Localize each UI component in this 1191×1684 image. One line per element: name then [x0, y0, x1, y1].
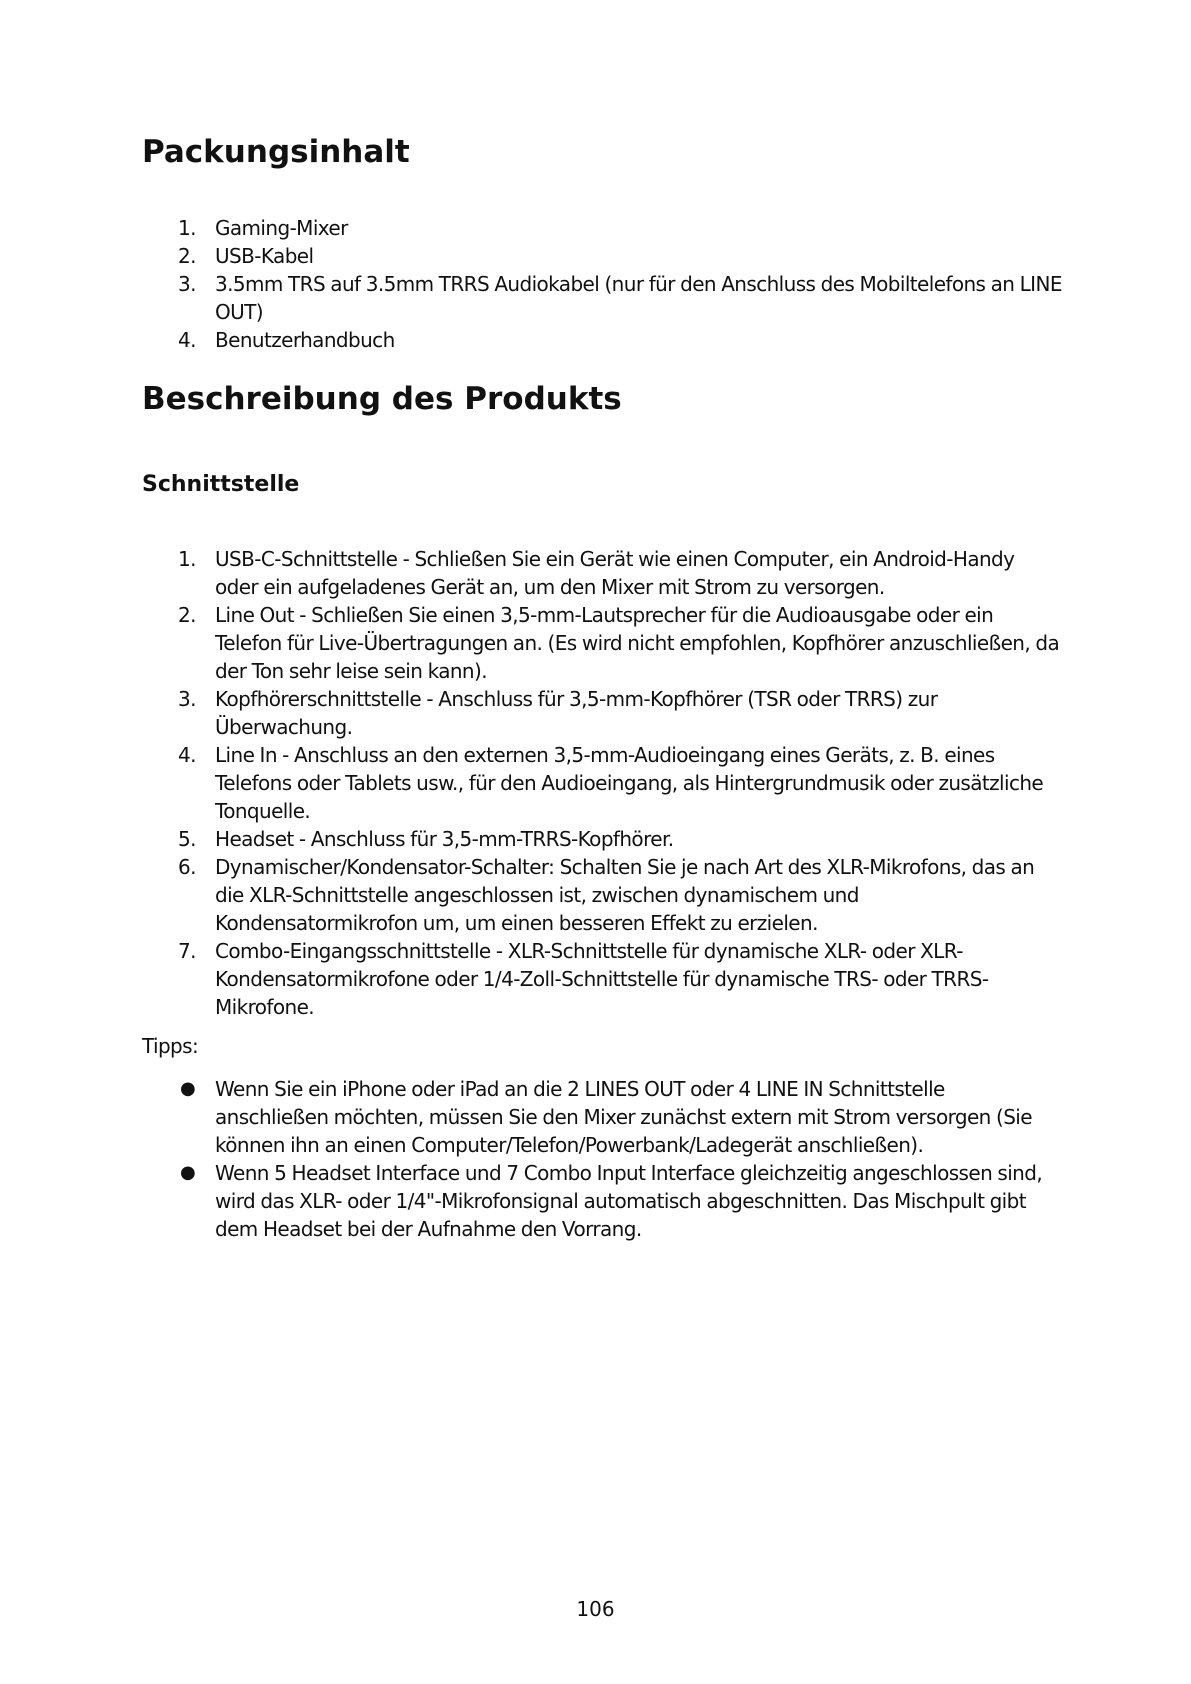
list-item — [142, 741, 1062, 825]
list-item-number: 1. — [178, 216, 196, 240]
bullet-icon: ● — [180, 1078, 196, 1099]
heading-interface: Schnittstelle — [142, 472, 300, 497]
list-item-text: Wenn 5 Headset Interface und 7 Combo Input Interface gleichzeitig angeschlossen sind, wird das XLR- oder 1/4"-Mikrofonsignal automatisch abgeschnitten. Das Mischpult gibt dem Headset bei der Aufnahme den Vorrang. — [215, 1161, 1043, 1241]
list-item-number: 2. — [178, 603, 196, 627]
list-item-number: 5. — [178, 827, 196, 851]
bullet-icon: ● — [180, 1162, 196, 1183]
list-item-text: Combo-Eingangsschnittstelle - XLR-Schnittstelle für dynamische XLR- oder XLR-Kondensatormikrofone oder 1/4-Zoll-Schnittstelle für dynamische TRS- oder TRRS-Mikrofone. — [215, 939, 989, 1019]
list-item-text: Gaming-Mixer — [215, 216, 348, 240]
list-item-number: 4. — [178, 328, 196, 352]
list-item — [142, 825, 1062, 853]
list-item — [142, 1075, 1062, 1159]
list-item-text: 3.5mm TRS auf 3.5mm TRRS Audiokabel (nur für den Anschluss des Mobiltelefons an LINE OUT) — [215, 272, 1062, 324]
tips-list — [142, 1075, 1062, 1243]
list-item — [142, 545, 1062, 601]
list-item — [142, 242, 1062, 270]
list-item — [142, 937, 1062, 1021]
list-item-number: 6. — [178, 855, 196, 879]
list-item-number: 7. — [178, 939, 196, 963]
list-item-number: 2. — [178, 244, 196, 268]
list-item — [142, 214, 1062, 242]
list-item-text: Benutzerhandbuch — [215, 328, 395, 352]
list-item-text: Headset - Anschluss für 3,5-mm-TRRS-Kopfhörer. — [215, 827, 674, 851]
list-item-text: Dynamischer/Kondensator-Schalter: Schalten Sie je nach Art des XLR-Mikrofons, das an die XLR-Schnittstelle angeschlossen ist, zwischen dynamischem und Kondensatormikrofon um, um einen besseren Effekt zu erzielen. — [215, 855, 1035, 935]
page-number: 106 — [576, 1597, 615, 1621]
list-item-text: Wenn Sie ein iPhone oder iPad an die 2 LINES OUT oder 4 LINE IN Schnittstelle anschließen möchten, müssen Sie den Mixer zunächst extern mit Strom versorgen (Sie können ihn an einen Computer/Telefon/Powerbank/Ladegerät anschließen). — [215, 1077, 1032, 1157]
list-item — [142, 1159, 1062, 1243]
list-item-text: Line Out - Schließen Sie einen 3,5-mm-Lautsprecher für die Audioausgabe oder ein Telefon für Live-Übertragungen an. (Es wird nicht empfohlen, Kopfhörer anzuschließen, da der Ton sehr leise sein kann). — [215, 603, 1060, 683]
list-item — [142, 685, 1062, 741]
list-item-number: 3. — [178, 687, 196, 711]
list-item — [142, 270, 1062, 326]
list-item-number: 4. — [178, 743, 196, 767]
list-item-text: Kopfhörerschnittstelle - Anschluss für 3,5-mm-Kopfhörer (TSR oder TRRS) zur Überwachung. — [215, 687, 938, 739]
list-item-text: USB-Kabel — [215, 244, 314, 268]
heading-product-description: Beschreibung des Produkts — [142, 381, 622, 417]
list-item — [142, 326, 1062, 354]
list-item-text: USB-C-Schnittstelle - Schließen Sie ein Gerät wie einen Computer, ein Android-Handy oder ein aufgeladenes Gerät an, um den Mixer mit Strom zu versorgen. — [215, 547, 1015, 599]
list-item — [142, 853, 1062, 937]
list-item — [142, 601, 1062, 685]
heading-packing-contents: Packungsinhalt — [142, 134, 410, 170]
list-item-text: Line In - Anschluss an den externen 3,5-mm-Audioeingang eines Geräts, z. B. eines Telefons oder Tablets usw., für den Audioeingang, als Hintergrundmusik oder zusätzliche Tonquelle. — [215, 743, 1044, 823]
packing-list — [142, 214, 1062, 354]
list-item-number: 3. — [178, 272, 196, 296]
list-item-number: 1. — [178, 547, 196, 571]
interface-list — [142, 545, 1062, 1021]
tips-label: Tipps: — [142, 1034, 199, 1058]
